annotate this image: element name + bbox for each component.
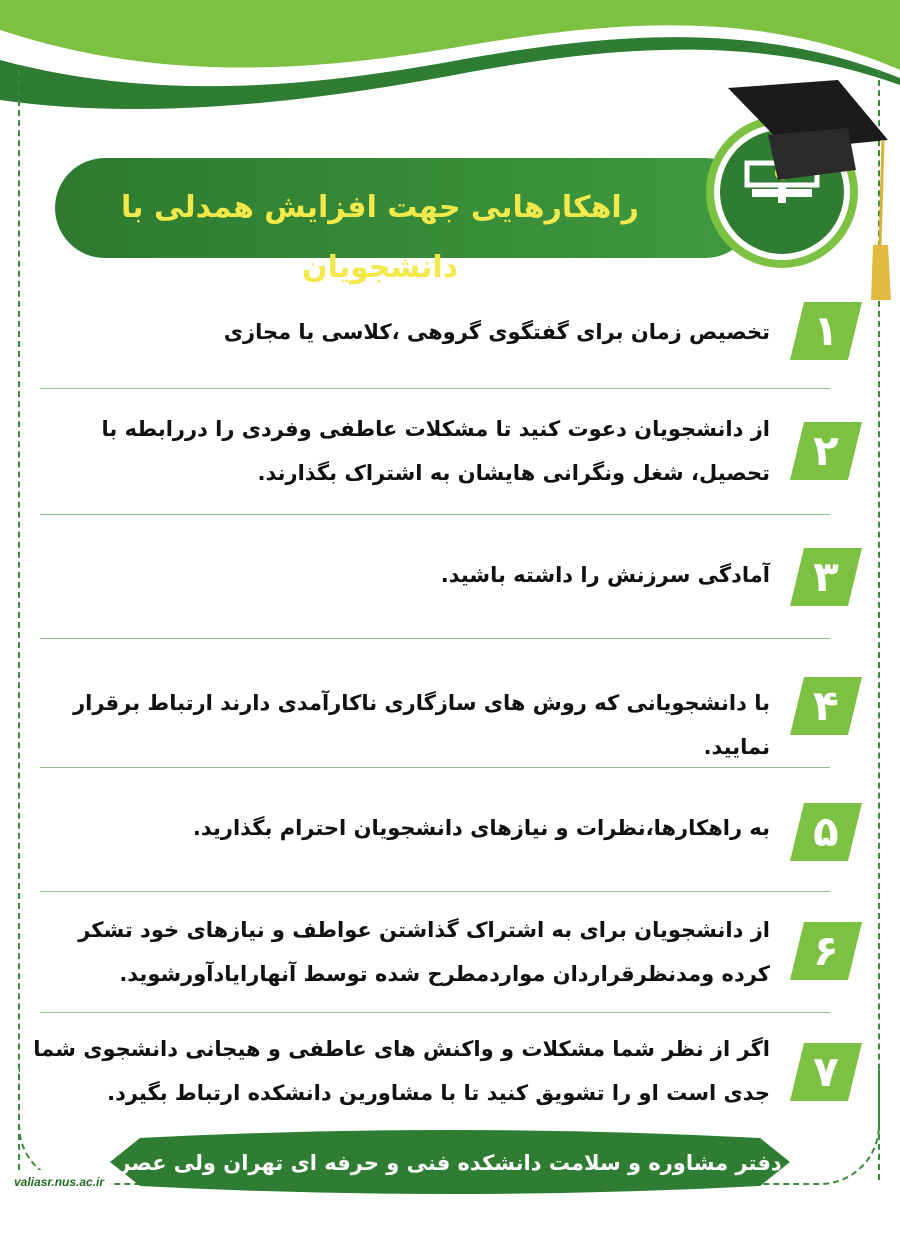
list-item	[40, 515, 839, 639]
list-item	[40, 639, 839, 768]
item-number: ۲	[813, 426, 839, 475]
list-item	[33, 1013, 839, 1123]
item-number-badge	[790, 422, 862, 480]
list-item	[40, 389, 839, 515]
item-number-badge	[790, 677, 862, 735]
item-text: به راهکارها،نظرات و نیازهای دانشجویان احترام بگذارید.	[192, 816, 770, 840]
page-title: راهکارهایی جهت افزایش همدلی با دانشجویان	[121, 190, 639, 285]
list-item	[40, 300, 839, 389]
item-number-badge	[790, 302, 862, 360]
list-item	[40, 768, 839, 892]
item-number-badge	[790, 922, 862, 980]
footer-text: دفتر مشاوره و سلامت دانشکده فنی و حرفه ای تهران ولی عصر (عج)	[118, 1151, 782, 1225]
item-text: اگر از نظر شما مشکلات و واکنش های عاطفی و هیجانی دانشجوی شما جدی است او را تشویق کنید تا با مشاورین دانشکده ارتباط بگیرد.	[33, 1037, 770, 1105]
item-text: از دانشجویان برای به اشتراک گذاشتن عواطف و نیازهای خود تشکر کرده ومدنظرقراردان مواردمطرح شده توسط آنهارایادآورشوید.	[78, 918, 770, 986]
item-number: ۱	[813, 306, 839, 355]
website-link[interactable]: valiasr.nus.ac.ir	[8, 1170, 110, 1194]
item-number-badge	[790, 803, 862, 861]
item-number: ۵	[813, 807, 839, 856]
item-text: تخصیص زمان برای گفتگوی گروهی ،کلاسی یا مجازی	[223, 320, 770, 344]
graduation-cap-icon	[728, 80, 898, 310]
item-number-badge	[790, 1043, 862, 1101]
item-text: با دانشجویانی که روش های سازگاری ناکارآمدی دارند ارتباط برقرار نمایید.	[73, 691, 770, 759]
item-text: از دانشجویان دعوت کنید تا مشکلات عاطفی وفردی را دررابطه با تحصیل، شغل ونگرانی هایشان به اشتراک بگذارند.	[101, 417, 770, 485]
item-text: آمادگی سرزنش را داشته باشید.	[440, 563, 770, 587]
list-item	[40, 892, 839, 1013]
item-number: ۷	[813, 1047, 839, 1096]
item-number: ۴	[813, 681, 839, 730]
item-number: ۶	[813, 926, 839, 975]
recommendations-list	[33, 300, 870, 1123]
item-number: ۳	[813, 552, 839, 601]
item-number-badge	[790, 548, 862, 606]
